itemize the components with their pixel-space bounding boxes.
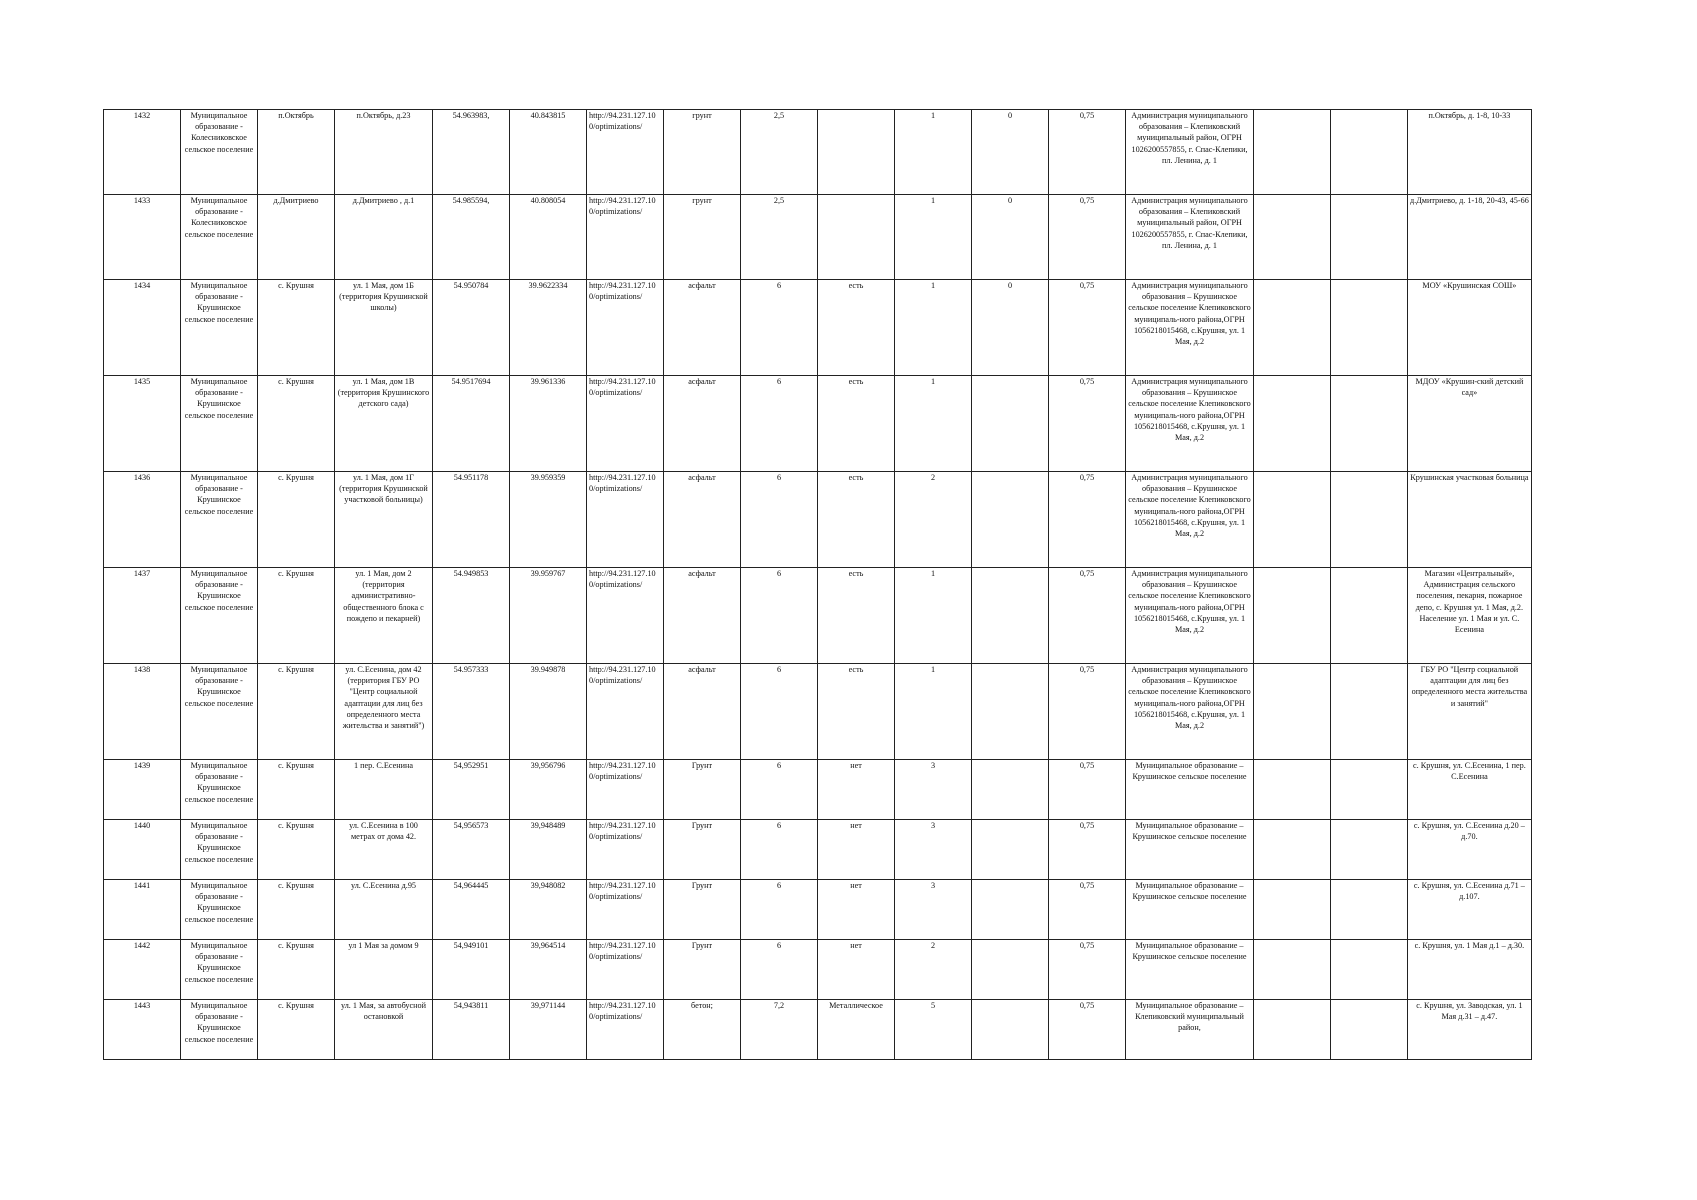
cell-owner: Администрация муниципального образования – Крушинское сельское поселение Клепиковского муниципаль-ного района,ОГРН 1056218015468, с.Крушня, ул. 1 Мая, д.2 — [1126, 568, 1254, 664]
cell-col11 — [972, 472, 1049, 568]
cell-longitude: 39.959767 — [510, 568, 587, 664]
table-row — [104, 664, 1532, 760]
cell-municipality: Муниципальное образование - Крушинское сельское поселение — [181, 760, 258, 820]
cell-containers: 1 — [895, 568, 972, 664]
cell-col11 — [972, 376, 1049, 472]
cell-settlement: п.Октябрь — [258, 110, 335, 195]
cell-address: д.Дмитриево , д.1 — [335, 195, 433, 280]
cell-area: 6 — [741, 940, 818, 1000]
cell-volume: 0,75 — [1049, 940, 1126, 1000]
cell-col14 — [1254, 760, 1331, 820]
cell-volume: 0,75 — [1049, 110, 1126, 195]
cell-fence: Металлическое — [818, 1000, 895, 1060]
cell-latitude: 54.9517694 — [433, 376, 510, 472]
table-row — [104, 280, 1532, 376]
cell-col14 — [1254, 472, 1331, 568]
cell-longitude: 39.949878 — [510, 664, 587, 760]
cell-col11 — [972, 760, 1049, 820]
cell-latitude: 54.951178 — [433, 472, 510, 568]
cell-area: 6 — [741, 376, 818, 472]
cell-owner: Администрация муниципального образования – Крушинское сельское поселение Клепиковского муниципаль-ного района,ОГРН 1056218015468, с.Крушня, ул. 1 Мая, д.2 — [1126, 664, 1254, 760]
cell-col11 — [972, 940, 1049, 1000]
cell-owner: Администрация муниципального образования – Клепиковский муниципальный район, ОГРН 1026200557855, г. Спас-Клепики, пл. Ленина, д. 1 — [1126, 110, 1254, 195]
cell-owner: Муниципальное образование – Клепиковский муниципальный район, — [1126, 1000, 1254, 1060]
cell-settlement: с. Крушня — [258, 376, 335, 472]
cell-col11 — [972, 568, 1049, 664]
cell-map-link: http://94.231.127.10 0/optimizations/ — [587, 880, 664, 940]
cell-map-link: http://94.231.127.10 0/optimizations/ — [587, 820, 664, 880]
cell-address: 1 пер. С.Есенина — [335, 760, 433, 820]
cell-address: ул. С.Есенина д.95 — [335, 880, 433, 940]
cell-municipality: Муниципальное образование - Колесниковское сельское поселение — [181, 195, 258, 280]
cell-sources: ГБУ РО "Центр социальной адаптации для лиц без определенного места жительства и занятий" — [1408, 664, 1532, 760]
cell-col15 — [1331, 472, 1408, 568]
cell-col11 — [972, 664, 1049, 760]
cell-number: 1437 — [104, 568, 181, 664]
cell-number: 1432 — [104, 110, 181, 195]
cell-number: 1438 — [104, 664, 181, 760]
cell-surface: бетон; — [664, 1000, 741, 1060]
cell-map-link: http://94.231.127.10 0/optimizations/ — [587, 376, 664, 472]
cell-col11: 0 — [972, 280, 1049, 376]
cell-fence — [818, 195, 895, 280]
cell-latitude: 54.957333 — [433, 664, 510, 760]
cell-area: 6 — [741, 664, 818, 760]
cell-col14 — [1254, 820, 1331, 880]
cell-longitude: 39,948082 — [510, 880, 587, 940]
cell-col15 — [1331, 195, 1408, 280]
cell-latitude: 54.949853 — [433, 568, 510, 664]
cell-surface: Грунт — [664, 880, 741, 940]
cell-col15 — [1331, 820, 1408, 880]
cell-latitude: 54.950784 — [433, 280, 510, 376]
cell-volume: 0,75 — [1049, 280, 1126, 376]
cell-number: 1443 — [104, 1000, 181, 1060]
cell-containers: 3 — [895, 880, 972, 940]
cell-sources: МОУ «Крушинская СОШ» — [1408, 280, 1532, 376]
cell-volume: 0,75 — [1049, 820, 1126, 880]
cell-settlement: д.Дмитриево — [258, 195, 335, 280]
cell-surface: Грунт — [664, 820, 741, 880]
table-row — [104, 880, 1532, 940]
cell-municipality: Муниципальное образование - Крушинское сельское поселение — [181, 280, 258, 376]
cell-settlement: с. Крушня — [258, 280, 335, 376]
cell-col11: 0 — [972, 195, 1049, 280]
cell-col11 — [972, 820, 1049, 880]
cell-municipality: Муниципальное образование - Крушинское сельское поселение — [181, 880, 258, 940]
cell-area: 6 — [741, 880, 818, 940]
cell-surface: асфальт — [664, 664, 741, 760]
cell-map-link: http://94.231.127.10 0/optimizations/ — [587, 1000, 664, 1060]
cell-sources: МДОУ «Крушин-ский детский сад» — [1408, 376, 1532, 472]
cell-owner: Администрация муниципального образования – Крушинское сельское поселение Клепиковского муниципаль-ного района,ОГРН 1056218015468, с.Крушня, ул. 1 Мая, д.2 — [1126, 472, 1254, 568]
cell-settlement: с. Крушня — [258, 940, 335, 1000]
cell-containers: 1 — [895, 664, 972, 760]
cell-longitude: 39.959359 — [510, 472, 587, 568]
cell-col14 — [1254, 195, 1331, 280]
cell-longitude: 40.808054 — [510, 195, 587, 280]
cell-col14 — [1254, 940, 1331, 1000]
cell-sources: д.Дмитриево, д. 1-18, 20-43, 45-66 — [1408, 195, 1532, 280]
table-row — [104, 110, 1532, 195]
cell-area: 2,5 — [741, 110, 818, 195]
cell-col11: 0 — [972, 110, 1049, 195]
cell-longitude: 39.961336 — [510, 376, 587, 472]
cell-col14 — [1254, 880, 1331, 940]
cell-col15 — [1331, 376, 1408, 472]
cell-address: ул. 1 Мая, дом 1В (территория Крушинского детского сада) — [335, 376, 433, 472]
cell-area: 6 — [741, 820, 818, 880]
cell-fence: нет — [818, 940, 895, 1000]
cell-map-link: http://94.231.127.10 0/optimizations/ — [587, 280, 664, 376]
cell-surface: асфальт — [664, 472, 741, 568]
cell-settlement: с. Крушня — [258, 820, 335, 880]
cell-surface: асфальт — [664, 568, 741, 664]
cell-area: 6 — [741, 568, 818, 664]
cell-col14 — [1254, 1000, 1331, 1060]
cell-municipality: Муниципальное образование - Колесниковское сельское поселение — [181, 110, 258, 195]
cell-address: ул. 1 Мая, дом 1Б (территория Крушинской школы) — [335, 280, 433, 376]
cell-sources: с. Крушня, ул. Заводская, ул. 1 Мая д.31 – д.47. — [1408, 1000, 1532, 1060]
table-body — [104, 110, 1532, 1060]
cell-sources: Крушинская участковая больница — [1408, 472, 1532, 568]
cell-owner: Муниципальное образование – Крушинское сельское поселение — [1126, 880, 1254, 940]
cell-owner: Администрация муниципального образования – Клепиковский муниципальный район, ОГРН 1026200557855, г. Спас-Клепики, пл. Ленина, д. 1 — [1126, 195, 1254, 280]
cell-municipality: Муниципальное образование - Крушинское сельское поселение — [181, 940, 258, 1000]
cell-address: ул. 1 Мая, за автобусной остановкой — [335, 1000, 433, 1060]
cell-owner: Муниципальное образование – Крушинское сельское поселение — [1126, 820, 1254, 880]
cell-containers: 2 — [895, 472, 972, 568]
cell-number: 1435 — [104, 376, 181, 472]
cell-sources: п.Октябрь, д. 1-8, 10-33 — [1408, 110, 1532, 195]
cell-col14 — [1254, 376, 1331, 472]
cell-settlement: с. Крушня — [258, 664, 335, 760]
cell-fence: есть — [818, 376, 895, 472]
cell-containers: 5 — [895, 1000, 972, 1060]
cell-map-link: http://94.231.127.10 0/optimizations/ — [587, 110, 664, 195]
table-row — [104, 940, 1532, 1000]
cell-settlement: с. Крушня — [258, 568, 335, 664]
cell-fence: есть — [818, 568, 895, 664]
cell-settlement: с. Крушня — [258, 880, 335, 940]
cell-fence: есть — [818, 472, 895, 568]
cell-containers: 1 — [895, 280, 972, 376]
cell-number: 1433 — [104, 195, 181, 280]
cell-address: ул. С.Есенина в 100 метрах от дома 42. — [335, 820, 433, 880]
cell-containers: 1 — [895, 195, 972, 280]
cell-col15 — [1331, 280, 1408, 376]
cell-settlement: с. Крушня — [258, 1000, 335, 1060]
cell-area: 6 — [741, 280, 818, 376]
cell-sources: с. Крушня, ул. С.Есенина д.20 – д.70. — [1408, 820, 1532, 880]
cell-longitude: 39,956796 — [510, 760, 587, 820]
cell-number: 1439 — [104, 760, 181, 820]
cell-containers: 2 — [895, 940, 972, 1000]
cell-number: 1442 — [104, 940, 181, 1000]
cell-surface: Грунт — [664, 940, 741, 1000]
cell-map-link: http://94.231.127.10 0/optimizations/ — [587, 568, 664, 664]
cell-sources: Магазин «Центральный», Администрация сельского поселения, пекарня, пожарное депо, с. Крушня ул. 1 Мая, д.2. Население ул. 1 Мая и ул. С. Есенина — [1408, 568, 1532, 664]
cell-volume: 0,75 — [1049, 568, 1126, 664]
cell-latitude: 54.985594, — [433, 195, 510, 280]
cell-latitude: 54,949101 — [433, 940, 510, 1000]
cell-col15 — [1331, 940, 1408, 1000]
table-row — [104, 195, 1532, 280]
cell-volume: 0,75 — [1049, 1000, 1126, 1060]
cell-settlement: с. Крушня — [258, 760, 335, 820]
cell-col14 — [1254, 568, 1331, 664]
cell-map-link: http://94.231.127.10 0/optimizations/ — [587, 940, 664, 1000]
cell-map-link: http://94.231.127.10 0/optimizations/ — [587, 664, 664, 760]
cell-municipality: Муниципальное образование - Крушинское сельское поселение — [181, 664, 258, 760]
cell-municipality: Муниципальное образование - Крушинское сельское поселение — [181, 568, 258, 664]
cell-owner: Администрация муниципального образования – Крушинское сельское поселение Клепиковского муниципаль-ного района,ОГРН 1056218015468, с.Крушня, ул. 1 Мая, д.2 — [1126, 280, 1254, 376]
cell-volume: 0,75 — [1049, 760, 1126, 820]
cell-area: 7,2 — [741, 1000, 818, 1060]
cell-col11 — [972, 880, 1049, 940]
cell-col15 — [1331, 880, 1408, 940]
cell-address: п.Октябрь, д.23 — [335, 110, 433, 195]
cell-fence: нет — [818, 760, 895, 820]
cell-col15 — [1331, 664, 1408, 760]
table-row — [104, 760, 1532, 820]
cell-containers: 1 — [895, 376, 972, 472]
cell-volume: 0,75 — [1049, 472, 1126, 568]
cell-number: 1440 — [104, 820, 181, 880]
cell-fence — [818, 110, 895, 195]
cell-col14 — [1254, 664, 1331, 760]
cell-number: 1436 — [104, 472, 181, 568]
cell-address: ул 1 Мая за домом 9 — [335, 940, 433, 1000]
cell-col11 — [972, 1000, 1049, 1060]
cell-settlement: с. Крушня — [258, 472, 335, 568]
cell-containers: 1 — [895, 110, 972, 195]
cell-volume: 0,75 — [1049, 880, 1126, 940]
cell-sources: с. Крушня, ул. 1 Мая д.1 – д.30. — [1408, 940, 1532, 1000]
cell-longitude: 39,964514 — [510, 940, 587, 1000]
cell-surface: асфальт — [664, 376, 741, 472]
cell-surface: грунт — [664, 195, 741, 280]
cell-map-link: http://94.231.127.10 0/optimizations/ — [587, 195, 664, 280]
cell-longitude: 39,971144 — [510, 1000, 587, 1060]
table-row — [104, 568, 1532, 664]
registry-table — [103, 109, 1532, 1060]
cell-sources: с. Крушня, ул. С.Есенина, 1 пер. С.Есенина — [1408, 760, 1532, 820]
cell-owner: Администрация муниципального образования – Крушинское сельское поселение Клепиковского муниципаль-ного района,ОГРН 1056218015468, с.Крушня, ул. 1 Мая, д.2 — [1126, 376, 1254, 472]
cell-map-link: http://94.231.127.10 0/optimizations/ — [587, 760, 664, 820]
cell-latitude: 54,956573 — [433, 820, 510, 880]
cell-col14 — [1254, 110, 1331, 195]
cell-number: 1434 — [104, 280, 181, 376]
cell-fence: нет — [818, 880, 895, 940]
cell-longitude: 40.843815 — [510, 110, 587, 195]
cell-municipality: Муниципальное образование - Крушинское сельское поселение — [181, 1000, 258, 1060]
cell-surface: Грунт — [664, 760, 741, 820]
table-row — [104, 376, 1532, 472]
cell-col15 — [1331, 1000, 1408, 1060]
cell-longitude: 39.9622334 — [510, 280, 587, 376]
cell-municipality: Муниципальное образование - Крушинское сельское поселение — [181, 820, 258, 880]
cell-surface: асфальт — [664, 280, 741, 376]
cell-col14 — [1254, 280, 1331, 376]
cell-area: 6 — [741, 760, 818, 820]
table-row — [104, 820, 1532, 880]
cell-latitude: 54,943811 — [433, 1000, 510, 1060]
cell-owner: Муниципальное образование – Крушинское сельское поселение — [1126, 760, 1254, 820]
cell-surface: грунт — [664, 110, 741, 195]
cell-col15 — [1331, 110, 1408, 195]
cell-volume: 0,75 — [1049, 664, 1126, 760]
cell-latitude: 54,952951 — [433, 760, 510, 820]
cell-owner: Муниципальное образование – Крушинское сельское поселение — [1126, 940, 1254, 1000]
cell-address: ул. С.Есенина, дом 42 (территория ГБУ РО "Центр социальной адаптации для лиц без определенного места жительства и занятий") — [335, 664, 433, 760]
cell-area: 2,5 — [741, 195, 818, 280]
cell-fence: есть — [818, 664, 895, 760]
cell-sources: с. Крушня, ул. С.Есенина д.71 – д.107. — [1408, 880, 1532, 940]
table-row — [104, 1000, 1532, 1060]
cell-latitude: 54.963983, — [433, 110, 510, 195]
cell-latitude: 54,964445 — [433, 880, 510, 940]
cell-address: ул. 1 Мая, дом 1Г (территория Крушинской участковой больницы) — [335, 472, 433, 568]
cell-fence: есть — [818, 280, 895, 376]
cell-address: ул. 1 Мая, дом 2 (территория административно-общественного блока с пождепо и пекарней) — [335, 568, 433, 664]
cell-fence: нет — [818, 820, 895, 880]
cell-municipality: Муниципальное образование - Крушинское сельское поселение — [181, 376, 258, 472]
cell-map-link: http://94.231.127.10 0/optimizations/ — [587, 472, 664, 568]
cell-containers: 3 — [895, 760, 972, 820]
cell-municipality: Муниципальное образование - Крушинское сельское поселение — [181, 472, 258, 568]
cell-col15 — [1331, 568, 1408, 664]
cell-area: 6 — [741, 472, 818, 568]
cell-volume: 0,75 — [1049, 376, 1126, 472]
table-row — [104, 472, 1532, 568]
cell-longitude: 39,948489 — [510, 820, 587, 880]
cell-col15 — [1331, 760, 1408, 820]
cell-volume: 0,75 — [1049, 195, 1126, 280]
cell-number: 1441 — [104, 880, 181, 940]
cell-containers: 3 — [895, 820, 972, 880]
